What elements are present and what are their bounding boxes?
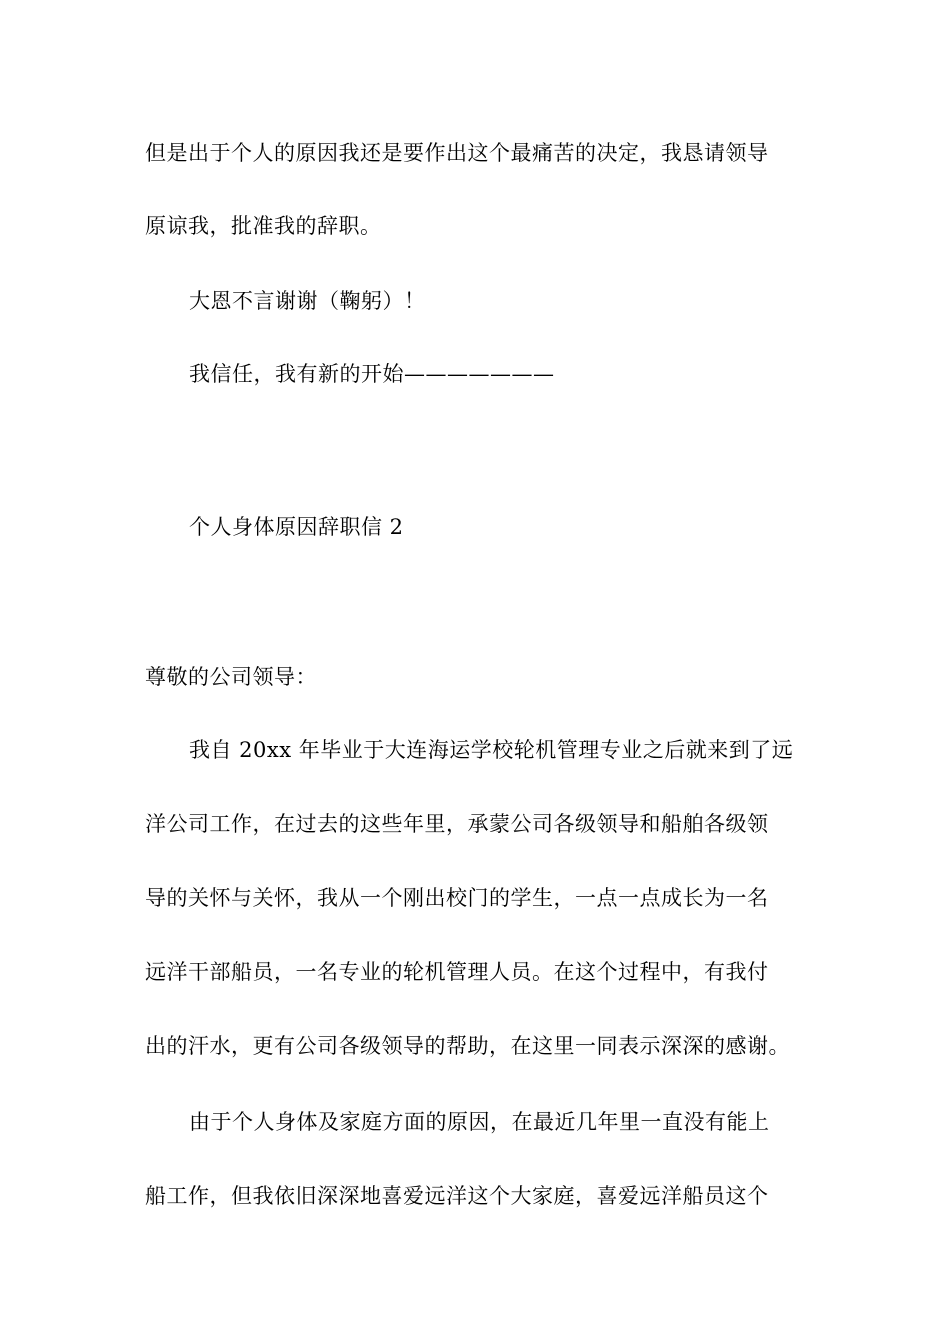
- paragraph-line: 由于个人身体及家庭方面的原因，在最近几年里一直没有能上: [189, 1110, 770, 1134]
- paragraph-line: 我自 20xx 年毕业于大连海运学校轮机管理专业之后就来到了远: [189, 738, 794, 762]
- paragraph-line: 大恩不言谢谢（鞠躬）！: [189, 289, 426, 313]
- paragraph-line: 原谅我，批准我的辞职。: [145, 214, 382, 238]
- paragraph-line: 船工作，但我依旧深深地喜爱远洋这个大家庭，喜爱远洋船员这个: [145, 1184, 769, 1208]
- paragraph-line: 我信任，我有新的开始———————: [189, 362, 555, 386]
- section-title: 个人身体原因辞职信 2: [189, 515, 404, 539]
- salutation: 尊敬的公司领导：: [145, 665, 317, 689]
- paragraph-line: 洋公司工作，在过去的这些年里，承蒙公司各级领导和船舶各级领: [145, 812, 769, 836]
- paragraph-line: 导的关怀与关怀，我从一个刚出校门的学生，一点一点成长为一名: [145, 886, 769, 910]
- paragraph-line: 出的汗水，更有公司各级领导的帮助，在这里一同表示深深的感谢。: [145, 1034, 790, 1058]
- paragraph-line: 但是出于个人的原因我还是要作出这个最痛苦的决定，我恳请领导: [145, 141, 769, 165]
- paragraph-line: 远洋干部船员，一名专业的轮机管理人员。在这个过程中，有我付: [145, 960, 769, 984]
